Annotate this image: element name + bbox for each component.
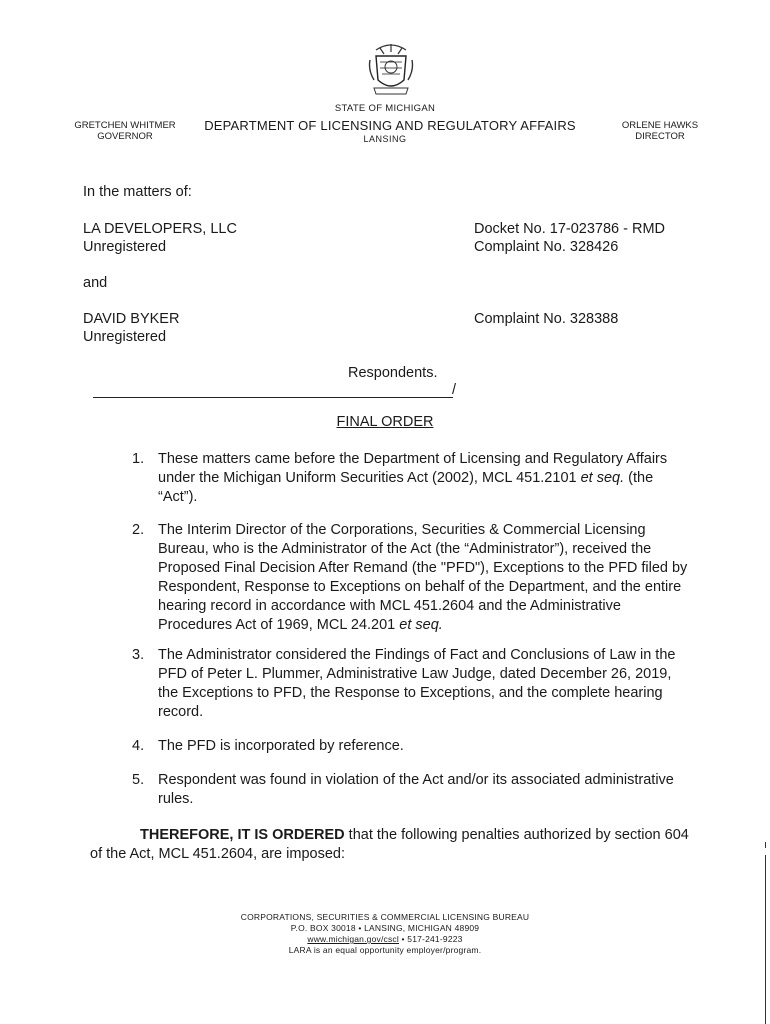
order-text: that the following penalties authorized by section 604 of the Act, MCL 451.2604, are imposed: [90,827,689,862]
list-item [132,771,692,809]
footer-bureau: CORPORATIONS, SECURITIES & COMMERCIAL LICENSING BUREAU [240,912,530,922]
item-italic: et seq. [399,617,443,633]
item-number: 2. [132,522,145,538]
footer-website-link[interactable]: www.michigan.gov/cscl [307,934,399,944]
footer-phone: • 517-241-9223 [398,934,463,944]
item-number: 3. [132,647,145,663]
scan-edge-line [765,855,766,1024]
list-item [132,646,692,722]
footer-eeo: LARA is an equal opportunity employer/program. [288,945,482,955]
governor-name: GRETCHEN WHITMER [74,120,176,131]
scan-edge-mark [765,842,766,848]
item-italic: et seq. [580,470,625,486]
party2-status: Unregistered [83,329,167,345]
department-name: DEPARTMENT OF LICENSING AND REGULATORY AFFAIRS [204,118,576,133]
item-text: The PFD is incorporated by reference. [158,738,404,754]
governor-title: GOVERNOR [97,131,153,142]
director-title: DIRECTOR [635,131,685,142]
list-item [132,521,692,635]
state-seal-icon [368,40,414,98]
complaint-number-1: Complaint No. 328426 [474,239,619,255]
caption-conjunction: and [83,275,108,291]
list-item [132,737,692,756]
party2-name: DAVID BYKER [83,311,180,327]
order-lead: THEREFORE, IT IS ORDERED [140,827,345,843]
footer-contact [0,934,770,945]
item-text: The Interim Director of the Corporations, Securities & Commercial Licensing Bureau, who is the Administrator of the Act (the “Administrator”), received the Proposed Final Decision After Remand (the "PFD"), Exceptions to the PFD filed by Respondent, Response to Exceptions on behalf of the Department, and the entire hearing record in accordance with MCL 451.2604 and the Administrative Procedures Act of 1969, MCL 24.201 [158,522,688,633]
document-title: FINAL ORDER [336,414,434,430]
item-number: 1. [132,451,145,467]
party1-name: LA DEVELOPERS, LLC [83,221,237,237]
city-label: LANSING [363,134,407,144]
caption-slash: / [452,382,457,398]
complaint-number-2: Complaint No. 328388 [474,311,619,327]
director-name: ORLENE HAWKS [621,120,699,131]
footer-address: P.O. BOX 30018 • LANSING, MICHIGAN 48909 [290,923,480,933]
item-number: 4. [132,738,145,754]
governor-block [60,120,190,142]
order-paragraph [90,826,690,864]
respondents-label: Respondents. [348,365,438,381]
caption-rule [93,397,453,398]
state-label: STATE OF MICHIGAN [334,103,436,114]
item-tail: (the “Act”). [158,470,654,505]
caption-intro: In the matters of: [83,184,192,200]
item-text: Respondent was found in violation of the Act and/or its associated administrative rules. [158,772,674,807]
item-number: 5. [132,772,145,788]
docket-number: Docket No. 17-023786 - RMD [474,221,665,237]
list-item [132,450,692,507]
item-text: These matters came before the Department of Licensing and Regulatory Affairs under the Michigan Uniform Securities Act (2002), MCL 451.2101 [158,451,668,486]
party1-status: Unregistered [83,239,167,255]
item-text: The Administrator considered the Findings of Fact and Conclusions of Law in the PFD of Peter L. Plummer, Administrative Law Judge, dated December 26, 2019, the Exceptions to PFD, the Response to Exceptions, and the complete hearing record. [158,647,676,720]
director-block [600,120,720,142]
footer [0,912,770,956]
